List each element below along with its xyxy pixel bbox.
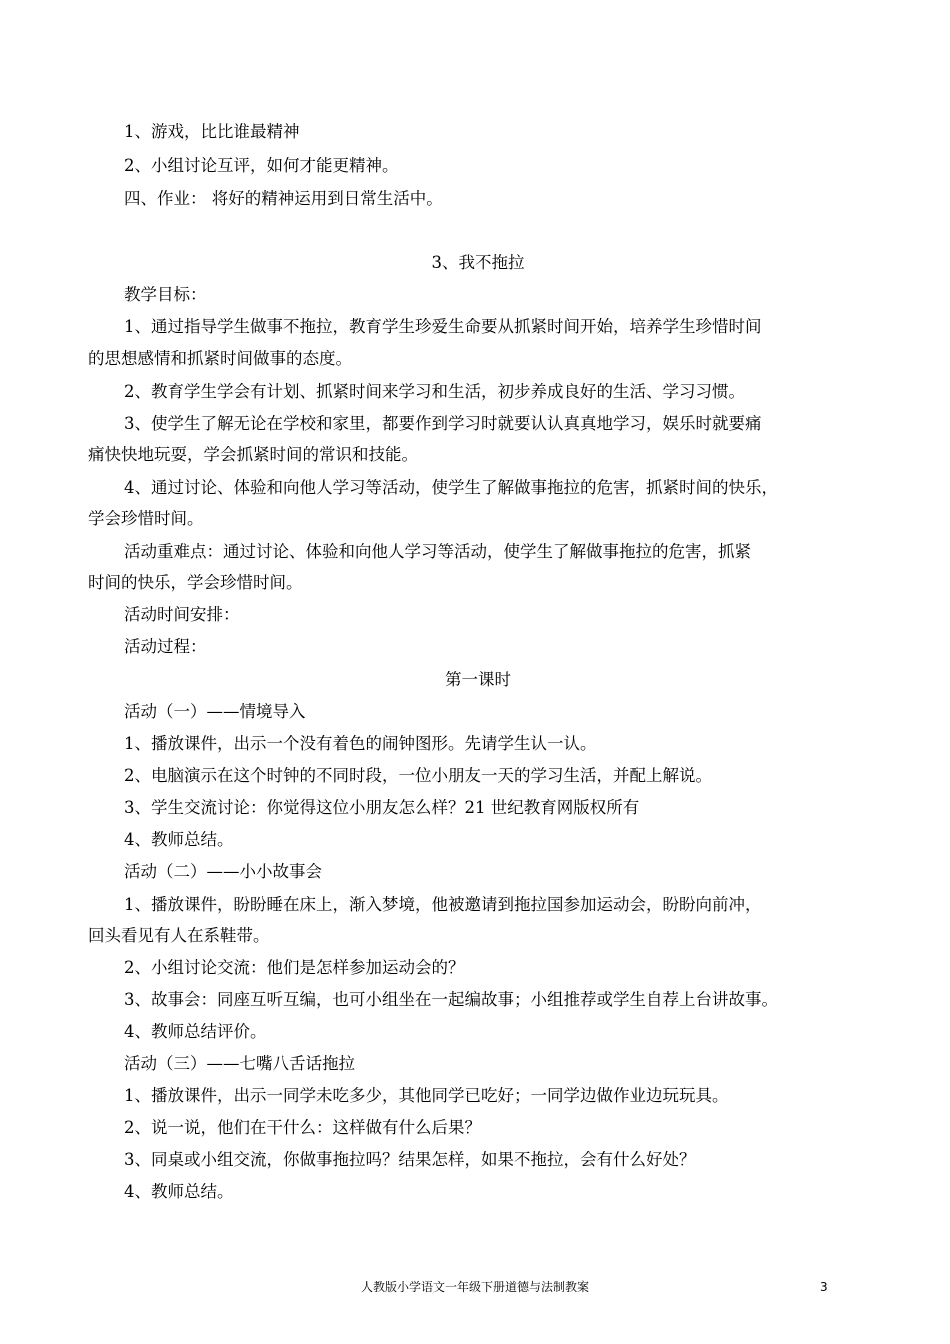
text-line: 2、小组讨论互评，如何才能更精神。 xyxy=(124,156,399,175)
text-line: 的思想感情和抓紧时间做事的态度。 xyxy=(88,349,352,368)
text-line: 2、说一说，他们在干什么：这样做有什么后果？ xyxy=(124,1118,481,1137)
section-title: 3、我不拖拉 xyxy=(431,253,525,272)
text-line: 2、教育学生学会有计划、抓紧时间来学习和生活，初步养成良好的生活、学习习惯。 xyxy=(124,382,745,401)
text-line: 时间的快乐，学会珍惜时间。 xyxy=(88,573,303,592)
footer-title: 人教版小学语文一年级下册道德与法制教案 xyxy=(360,1280,589,1294)
text-line: 1、播放课件，盼盼睡在床上，渐入梦境，他被邀请到拖拉国参加运动会，盼盼向前冲， xyxy=(124,895,762,914)
text-line: 1、游戏，比比谁最精神 xyxy=(124,122,300,141)
text-line: 回头看见有人在系鞋带。 xyxy=(88,926,270,945)
text-line: 3、故事会：同座互听互编，也可小组坐在一起编故事；小组推荐或学生自荐上台讲故事。 xyxy=(124,990,778,1009)
text-line: 2、小组讨论交流：他们是怎样参加运动会的？ xyxy=(124,958,465,977)
text-line: 1、通过指导学生做事不拖拉，教育学生珍爱生命要从抓紧时间开始，培养学生珍惜时间 xyxy=(124,317,762,336)
text-line: 3、学生交流讨论：你觉得这位小朋友怎么样？21 世纪教育网版权所有 xyxy=(124,798,640,817)
text-line: 教学目标： xyxy=(124,285,207,304)
text-line: 活动过程： xyxy=(124,637,207,656)
text-line: 3、同桌或小组交流，你做事拖拉吗？结果怎样，如果不拖拉，会有什么好处？ xyxy=(124,1150,696,1169)
activity-heading: 活动（二）——小小故事会 xyxy=(124,862,322,881)
text-line: 4、教师总结。 xyxy=(124,1182,234,1201)
page-number: 3 xyxy=(820,1280,828,1294)
activity-heading: 活动（三）——七嘴八舌话拖拉 xyxy=(124,1054,355,1073)
text-line: 学会珍惜时间。 xyxy=(88,509,204,528)
text-line: 4、通过讨论、体验和向他人学习等活动，使学生了解做事拖拉的危害，抓紧时间的快乐， xyxy=(124,478,778,497)
text-line: 活动时间安排： xyxy=(124,605,240,624)
text-line: 四、作业： 将好的精神运用到日常生活中。 xyxy=(124,189,443,208)
text-line: 1、播放课件，出示一个没有着色的闹钟图形。先请学生认一认。 xyxy=(124,734,597,753)
text-line: 1、播放课件，出示一同学未吃多少，其他同学已吃好；一同学边做作业边玩玩具。 xyxy=(124,1086,729,1105)
text-line: 4、教师总结。 xyxy=(124,830,234,849)
lesson-heading: 第一课时 xyxy=(445,670,511,689)
activity-heading: 活动（一）——情境导入 xyxy=(124,702,306,721)
text-line: 3、使学生了解无论在学校和家里，都要作到学习时就要认认真真地学习，娱乐时就要痛 xyxy=(124,414,762,433)
text-line: 痛快快地玩耍，学会抓紧时间的常识和技能。 xyxy=(88,445,418,464)
text-line: 活动重难点：通过讨论、体验和向他人学习等活动，使学生了解做事拖拉的危害，抓紧 xyxy=(124,542,751,561)
text-line: 4、教师总结评价。 xyxy=(124,1022,267,1041)
text-line: 2、电脑演示在这个时钟的不同时段，一位小朋友一天的学习生活，并配上解说。 xyxy=(124,766,712,785)
